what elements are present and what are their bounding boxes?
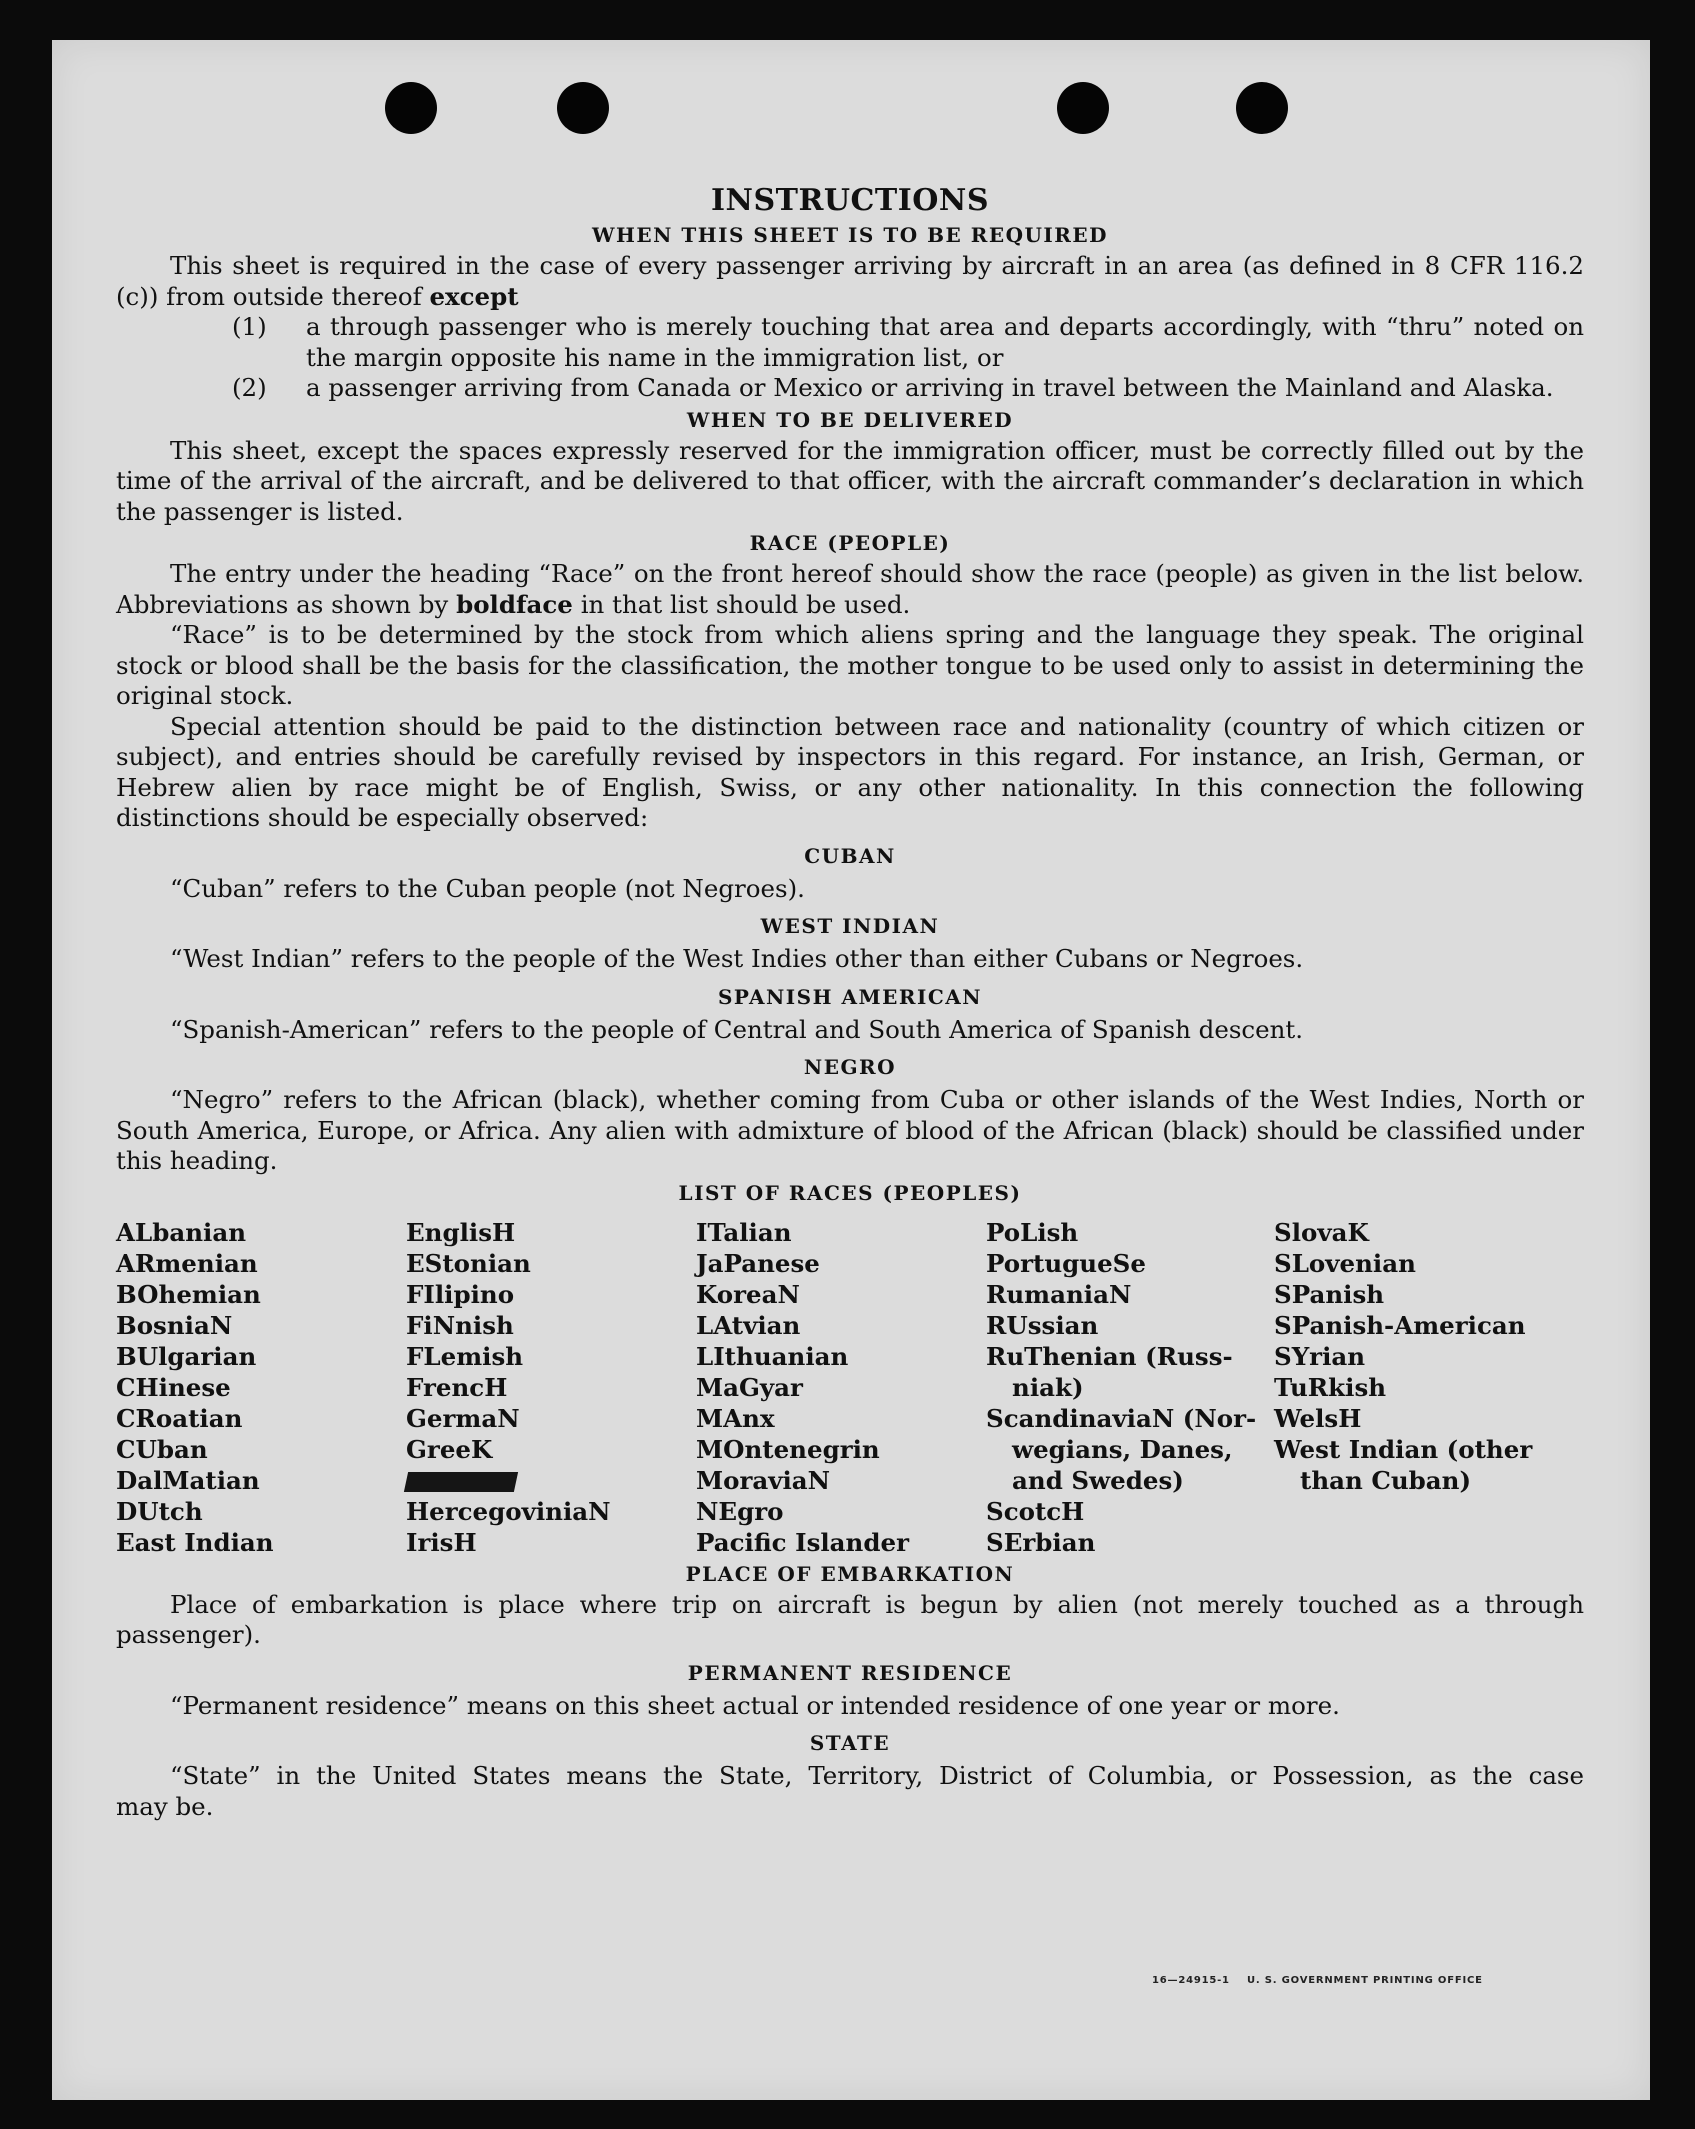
race-item: MAnx (696, 1403, 775, 1433)
race-list-column-1 (116, 1217, 406, 1558)
form-number: 16—24915-1 (1152, 1975, 1230, 1986)
race-item: Pacific Islander (696, 1527, 909, 1557)
race-item: JaPanese (696, 1248, 820, 1278)
race-item: PortugueSe (986, 1248, 1146, 1278)
race-item: EStonian (406, 1248, 531, 1278)
instructions-body (116, 183, 1584, 1822)
state-text-line-2: may be. (116, 1791, 214, 1821)
race-item: HercegoviniaN (406, 1496, 611, 1526)
state-text-line-1: “State” in the United States means the State, Territory, District of Columbia, or Possession, as the case (170, 1761, 1584, 1790)
race-item-continuation: than Cuban) (1300, 1465, 1472, 1495)
race-item: TuRkish (1274, 1372, 1387, 1402)
race-item: CHinese (116, 1372, 231, 1402)
race-item: GermaN (406, 1403, 520, 1433)
punch-hole (557, 82, 609, 134)
race-item: MaGyar (696, 1372, 803, 1402)
race-item: CUban (116, 1434, 208, 1464)
required-intro: This sheet is required in the case of every passenger arriving by aircraft in an area (as defined in 8 CFR 116.2 (c)) from outside thereof except (116, 251, 1584, 311)
race-item: BOhemian (116, 1279, 261, 1309)
race-item: ScotcH (986, 1496, 1085, 1526)
page-title: INSTRUCTIONS (711, 183, 989, 218)
race-item: SlovaK (1274, 1217, 1369, 1247)
race-item: ALbanian (116, 1217, 247, 1247)
race-item: ITalian (696, 1217, 792, 1247)
printer-imprint (1152, 1975, 1483, 1986)
race-item: West Indian (other (1274, 1434, 1533, 1464)
document-sheet (52, 40, 1650, 2100)
section-heading-west-indian: WEST INDIAN (760, 914, 940, 938)
race-item: FiNnish (406, 1310, 514, 1340)
race-item: LIthuanian (696, 1341, 849, 1371)
punch-hole (1057, 82, 1109, 134)
section-heading-spanish-american: SPANISH AMERICAN (717, 984, 983, 1009)
race-item: ARmenian (116, 1248, 258, 1278)
race-item: PoLish (986, 1217, 1079, 1247)
delivered-text: This sheet, except the spaces expressly reserved for the immigration officer, must be correctly filled out by the time of the arrival of the aircraft, and be delivered to that officer, with the aircraft commander’s declaration in which the passenger is listed. (116, 435, 1584, 526)
section-heading-negro: NEGRO (803, 1055, 897, 1079)
section-heading-required: WHEN THIS SHEET IS TO BE REQUIRED (592, 223, 1108, 247)
section-heading-state: STATE (809, 1731, 891, 1755)
section-heading-embarkation: PLACE OF EMBARKATION (685, 1561, 1015, 1586)
race-item-continuation: niak) (1012, 1372, 1084, 1402)
section-heading-cuban: CUBAN (804, 843, 896, 868)
race-item: FIlipino (406, 1279, 515, 1309)
exception-item-1: (1) a through passenger who is merely touching that area and departs accordingly, with “thru” noted on the margin opposite his name in the immigration list, or (232, 312, 1584, 372)
race-item: DalMatian (116, 1465, 260, 1495)
redaction-mark (404, 1472, 518, 1492)
race-paragraph-3: Special attention should be paid to the distinction between race and nationality (country of which citizen or subject), and entries should be carefully revised by inspectors in this regard. For instance, an Irish, German, or Hebrew alien by race might be of English, Swiss, or any other nationality. In this connection the following distinctions should be especially observed: (116, 711, 1584, 832)
race-item: CRoatian (116, 1403, 243, 1433)
punch-hole (1236, 82, 1288, 134)
section-heading-list: LIST OF RACES (PEOPLES) (678, 1180, 1022, 1205)
race-item: GreeK (406, 1434, 493, 1464)
race-item: LAtvian (696, 1310, 801, 1340)
race-list-column-3 (696, 1217, 986, 1558)
race-paragraph-2: “Race” is to be determined by the stock from which aliens spring and the language they speak. The original stock or blood shall be the basis for the classification, the mother tongue to be used only to assist in determining the original stock. (116, 620, 1584, 710)
race-paragraph-1: The entry under the heading “Race” on the front hereof should show the race (people) as given in the list below. Abbreviations as shown by boldface in that list should be used. (116, 559, 1584, 619)
race-item: East Indian (116, 1527, 274, 1557)
race-item: MoraviaN (696, 1465, 831, 1495)
west-indian-text: “West Indian” refers to the people of the West Indies other than either Cubans or Negroes. (170, 944, 1304, 973)
race-item: SErbian (986, 1527, 1096, 1557)
race-item: WelsH (1274, 1403, 1362, 1433)
race-item-continuation: and Swedes) (1012, 1465, 1184, 1495)
race-item: FrencH (406, 1372, 508, 1402)
race-item: IrisH (406, 1527, 477, 1557)
spanish-american-text: “Spanish-American” refers to the people of Central and South America of Spanish descent. (170, 1014, 1304, 1044)
race-item: BUlgarian (116, 1341, 257, 1371)
printer-name: U. S. GOVERNMENT PRINTING OFFICE (1246, 1975, 1483, 1986)
race-item: BosniaN (116, 1310, 233, 1340)
race-item: MOntenegrin (696, 1434, 880, 1464)
cuban-text: “Cuban” refers to the Cuban people (not Negroes). (170, 873, 805, 903)
race-item: SYrian (1274, 1341, 1366, 1371)
section-heading-delivered: WHEN TO BE DELIVERED (686, 407, 1014, 432)
race-item: RUssian (986, 1310, 1099, 1340)
race-item: SPanish-American (1274, 1310, 1526, 1340)
race-item: KoreaN (696, 1279, 800, 1309)
race-item: RuThenian (Russ- (986, 1341, 1233, 1371)
race-item: RumaniaN (986, 1279, 1132, 1309)
race-item: EnglisH (406, 1217, 516, 1247)
embarkation-text: Place of embarkation is place where trip on aircraft is begun by alien (not merely touched as a through passenger). (116, 1589, 1584, 1649)
section-heading-residence: PERMANENT RESIDENCE (687, 1660, 1013, 1685)
race-item: DUtch (116, 1496, 203, 1526)
race-item: SLovenian (1274, 1248, 1416, 1278)
negro-text: “Negro” refers to the African (black), whether coming from Cuba or other islands of the West Indies, North or South America, Europe, or Africa. Any alien with admixture of blood of the African (black) should be classified under this heading. (116, 1085, 1584, 1175)
residence-text: “Permanent residence” means on this sheet actual or intended residence of one year or more. (170, 1690, 1340, 1720)
exception-item-2: (2) a passenger arriving from Canada or Mexico or arriving in travel between the Mainland and Alaska. (232, 373, 1554, 402)
race-item-continuation: wegians, Danes, (1012, 1434, 1233, 1464)
race-list-column-2 (406, 1217, 696, 1558)
section-heading-race: RACE (PEOPLE) (749, 531, 951, 555)
punch-hole (385, 82, 437, 134)
redacted-entry (406, 1465, 696, 1496)
race-list-column-5 (1274, 1217, 1584, 1558)
race-item: FLemish (406, 1341, 524, 1371)
race-item: SPanish (1274, 1279, 1385, 1309)
race-item: NEgro (696, 1496, 784, 1526)
race-list-column-4 (986, 1217, 1274, 1558)
race-item: ScandinaviaN (Nor- (986, 1403, 1257, 1433)
race-list (116, 1217, 1584, 1558)
